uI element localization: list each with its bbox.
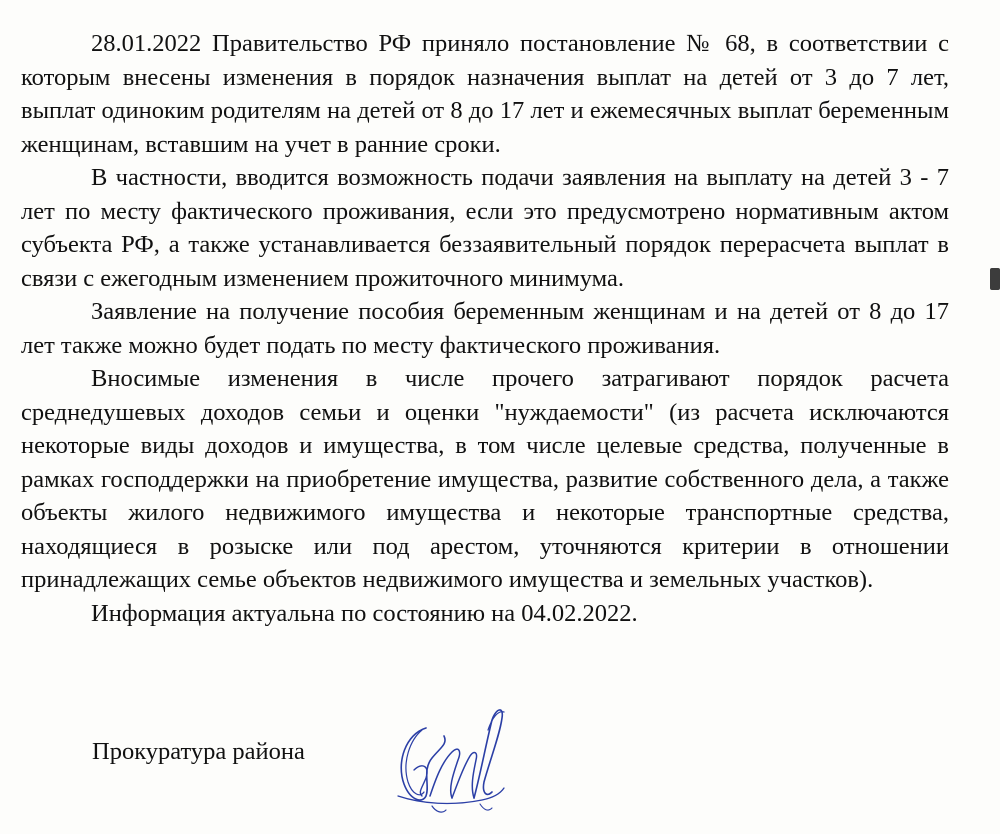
paragraph-info-date: Информация актуальна по состоянию на 04.02.2022. [91, 599, 638, 627]
document-body [21, 27, 949, 630]
edge-mark [990, 268, 1000, 290]
paragraph-residence-application: В частности, вводится возможность подачи заявления на выплату на детей 3 - 7 лет по месту фактического проживания, если это предусмотрено нормативным актом субъекта РФ, а также устанавливается беззаявительный порядок перерасчета выплат в связи с ежегодным изменением прожиточного минимума. [21, 164, 949, 292]
paragraph-resolution: 28.01.2022 Правительство РФ приняло постановление № 68, в соответствии с которым внесены изменения в порядок назначения выплат на детей от 3 до 7 лет, выплат одиноким родителям на детей от 8 до 17 лет и ежемесячных выплат беременным женщинам, вставшим на учет в ранние сроки. [21, 30, 949, 158]
signatory-label: Прокуратура района [92, 738, 305, 765]
paragraph-pregnant-benefit: Заявление на получение пособия беременным женщинам и на детей от 8 до 17 лет также можно будет подать по месту фактического проживания. [21, 298, 949, 359]
paragraph-income-calculation: Вносимые изменения в числе прочего затрагивают порядок расчета среднедушевых доходов семьи и оценки "нуждаемости" (из расчета исключаются некоторые виды доходов и имущества, в том числе целевые средства, полученные в рамках господдержки на приобретение имущества, развитие собственного дела, а также объекты жилого недвижимого имущества и некоторые транспортные средства, находящиеся в розыске или под арестом, уточняются критерии в отношении принадлежащих семье объектов недвижимого имущества и земельных участков). [21, 365, 949, 593]
signature-icon [392, 700, 512, 816]
